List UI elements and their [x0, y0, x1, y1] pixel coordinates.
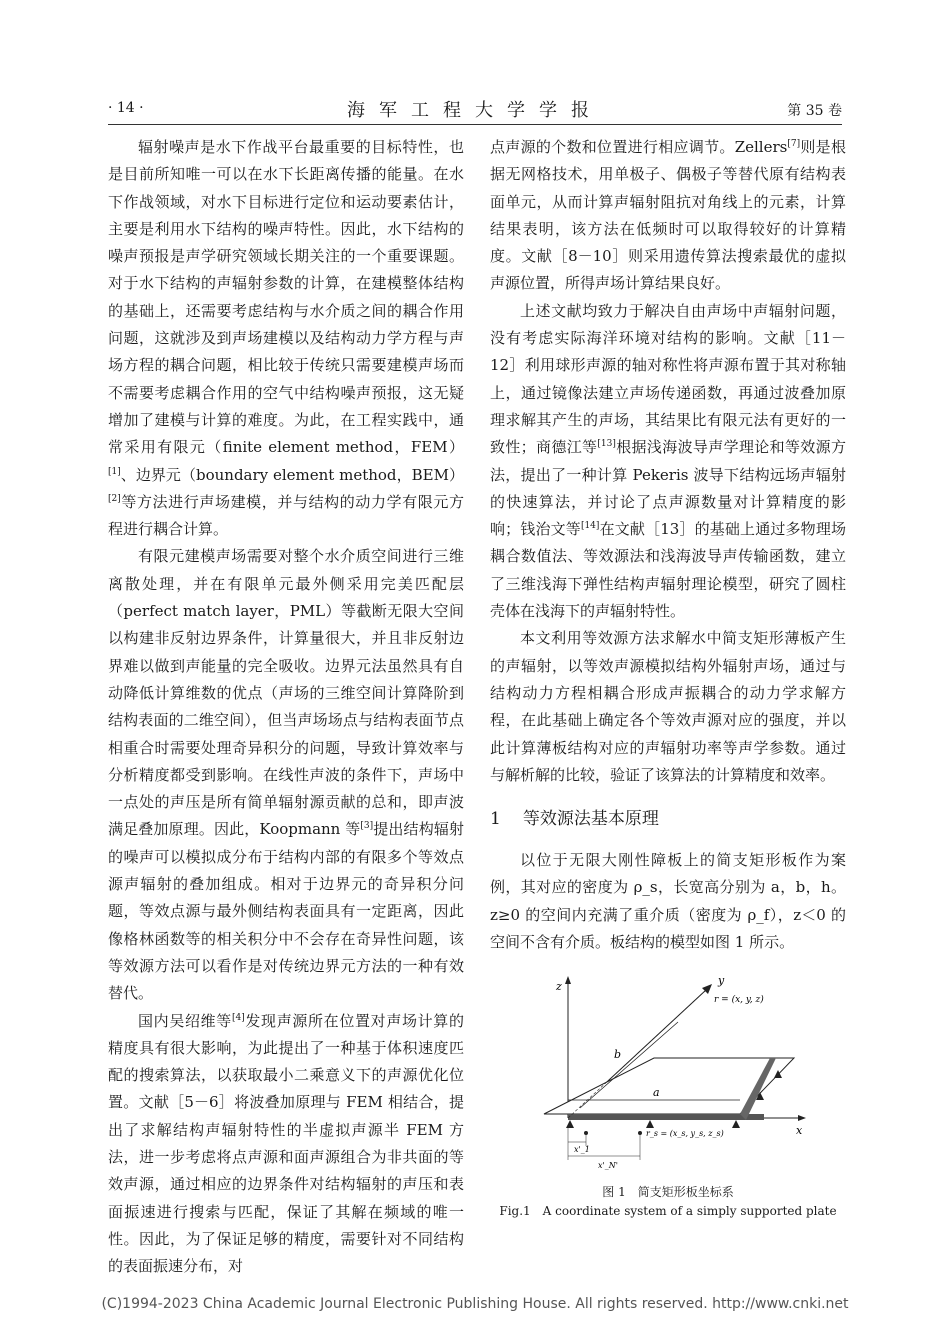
journal-title: 海军工程大学学报	[347, 100, 603, 121]
label-x1: x'_1	[574, 1145, 590, 1155]
z-arrow-icon	[565, 976, 571, 984]
paragraph: 本文利用等效源方法求解水中简支矩形薄板产生的声辐射，以等效声源模拟结构外辐射声场，通过与结构动力方程相耦合形成声振耦合的动力学求解方程，在此基础上确定各个等效声源对应的强度，并以此计算薄板结构对应的声辐射功率等声学参数。通过与解析解的比较，验证了该算法的计算精度和效率。	[490, 629, 846, 784]
x-arrow-icon	[798, 1115, 806, 1121]
citation[interactable]: [1]	[108, 466, 121, 477]
figure-caption-en: Fig.1 A coordinate system of a simply supported plate	[499, 1204, 837, 1219]
section-title: 等效源法基本原理	[522, 809, 659, 830]
plate-diagram	[528, 970, 808, 1170]
section-heading	[490, 805, 846, 833]
running-header	[108, 100, 842, 122]
section-number: 1	[490, 809, 501, 830]
figure-caption-cn: 图 1 简支矩形板坐标系	[602, 1185, 734, 1200]
label-xN: x'_N'	[598, 1161, 618, 1171]
source-point	[584, 1131, 588, 1135]
citation[interactable]: [2]	[108, 493, 121, 504]
label-x: x	[796, 1124, 803, 1138]
label-a: a	[653, 1086, 660, 1100]
copyright-footer: (C)1994-2023 China Academic Journal Electronic Publishing House. All rights reserved. http://www.cnki.net	[101, 1296, 849, 1312]
citation[interactable]: [14]	[580, 521, 600, 532]
label-rs: r_s = (x_s, y_s, z_s)	[646, 1129, 724, 1139]
paragraph: 以位于无限大刚性障板上的简支矩形板作为案例，其对应的密度为 ρ_s，长宽高分别为 a，b，h。z≥0 的空间内充满了重介质（密度为 ρ_f），z＜0 的空间不含有介质。板结构的模型如图 1 所示。	[490, 851, 846, 952]
plate-front-edge	[568, 1114, 764, 1120]
label-r: r = (x, y, z)	[714, 995, 764, 1006]
citation[interactable]: [4]	[231, 1012, 245, 1023]
right-column	[490, 134, 846, 1220]
header-rule	[108, 124, 842, 125]
paragraph: 有限元建模声场需要对整个水介质空间进行三维离散处理，并在有限单元最外侧采用完美匹配层（perfect match layer，PML）等截断无限大空间以构建非反射边界条件，计算量很大，并且非反射边界难以做到声能量的完全吸收。边界元法虽然具有自动降低计算维数的优点（声场的三维空间计算降阶到结构表面的二维空间），但当声场场点与结构表面节点相重合时需要处理奇异积分的问题，导致计算效率与分析精度都受到影响。在线性声波的条件下，声场中一点处的声压是所有简单辐射源贡献的总和，即声波满足叠加原理。因此，Koopmann 等[3]提出结构辐射的噪声可以模拟成分布于结构内部的有限多个等效点源声辐射的叠加组成。相对于边界元的奇异积分问题，等效点源与最外侧结构表面具有一定距离，因此像格林函数等的相关积分中不会存在奇异性问题，该等效源方法可以看作是对传统边界元方法的一种有效替代。	[108, 547, 464, 1003]
citation[interactable]: [3]	[360, 821, 374, 832]
paragraph: 国内吴绍维等[4]发现声源所在位置对声场计算的精度具有很大影响，为此提出了一种基于体积速度匹配的搜索算法，以获取最小二乘意义下的声源优化位置。文献［5－6］将波叠加原理与 FEM 相结合，提出了求解结构声辐射特性的半虚拟声源半 FEM 方法，进一步考虑将点声源和面声源组合为非共面的等效声源，通过相应的边界条件对结构辐射的声压和表面振速进行搜索与匹配，保证了其解在频域的唯一性。因此，为了保证足够的精度，需要针对不同结构的表面振速分布，对	[108, 1011, 464, 1276]
citation[interactable]: [13]	[597, 439, 616, 450]
page-number: · 14 ·	[108, 100, 144, 116]
volume-label: 第 35 卷	[787, 103, 842, 119]
label-y: y	[718, 974, 725, 988]
support-icon	[646, 1120, 654, 1128]
label-z: z	[556, 980, 562, 994]
label-b: b	[614, 1048, 622, 1062]
source-point	[638, 1131, 642, 1135]
support-icon	[732, 1120, 740, 1128]
paragraph: 上述文献均致力于解决自由声场中声辐射问题，没有考虑实际海洋环境对结构的影响。文献［11－12］利用球形声源的轴对称性将声源布置于其对称轴上，通过镜像法建立声场传递函数，再通过波叠加原理求解其产生的声场，其结果比有限元法有更好的一致性；商德江等[13]根据浅海波导声学理论和等效源方法，提出了一种计算 Pekeris 波导下结构远场声辐射的快速算法，并讨论了点声源数量对计算精度的影响；钱治文等[14]在文献［13］的基础上通过多物理场耦合数值法、等效源法和浅海波导声传输函数，建立了三维浅海下弹性结构声辐射理论模型，研究了圆柱壳体在浅海下的声辐射特性。	[490, 301, 846, 621]
left-column	[108, 134, 464, 1280]
citation[interactable]: [7]	[787, 139, 801, 149]
paragraph: 点声源的个数和位置进行相应调节。Zellers[7]则是根据无网格技术，用单极子、偶极子等替代原有结构表面单元，从而计算声辐射阻抗对角线上的元素，计算结果表明，该方法在低频时可以取得较好的计算精度。文献［8－10］则采用遗传算法搜索最优的虚拟声源位置，所得声场计算结果良好。	[490, 138, 846, 293]
paragraph: 辐射噪声是水下作战平台最重要的目标特性，也是目前所知唯一可以在水下长距离传播的能量。在水下作战领域，对水下目标进行定位和运动要素估计，主要是利用水下结构的噪声特性。因此，水下结构的噪声预报是声学研究领域长期关注的一个重要课题。对于水下结构的声辐射参数的计算，在建模整体结构的基础上，还需要考虑结构与水介质之间的耦合作用问题，这就涉及到声场建模以及结构动力学方程与声场方程的耦合问题，相比较于传统只需要建模声场而不需要考虑耦合作用的空气中结构噪声预报，这无疑增加了建模与计算的难度。为此，在工程实践中，通常采用有限元（finite element method，FEM）[1]、边界元（boundary element method，BEM）[2]等方法进行声场建模，并与结构的动力学有限元方程进行耦合计算。	[108, 138, 464, 539]
figure-1	[490, 970, 846, 1220]
support-icon	[566, 1120, 574, 1128]
